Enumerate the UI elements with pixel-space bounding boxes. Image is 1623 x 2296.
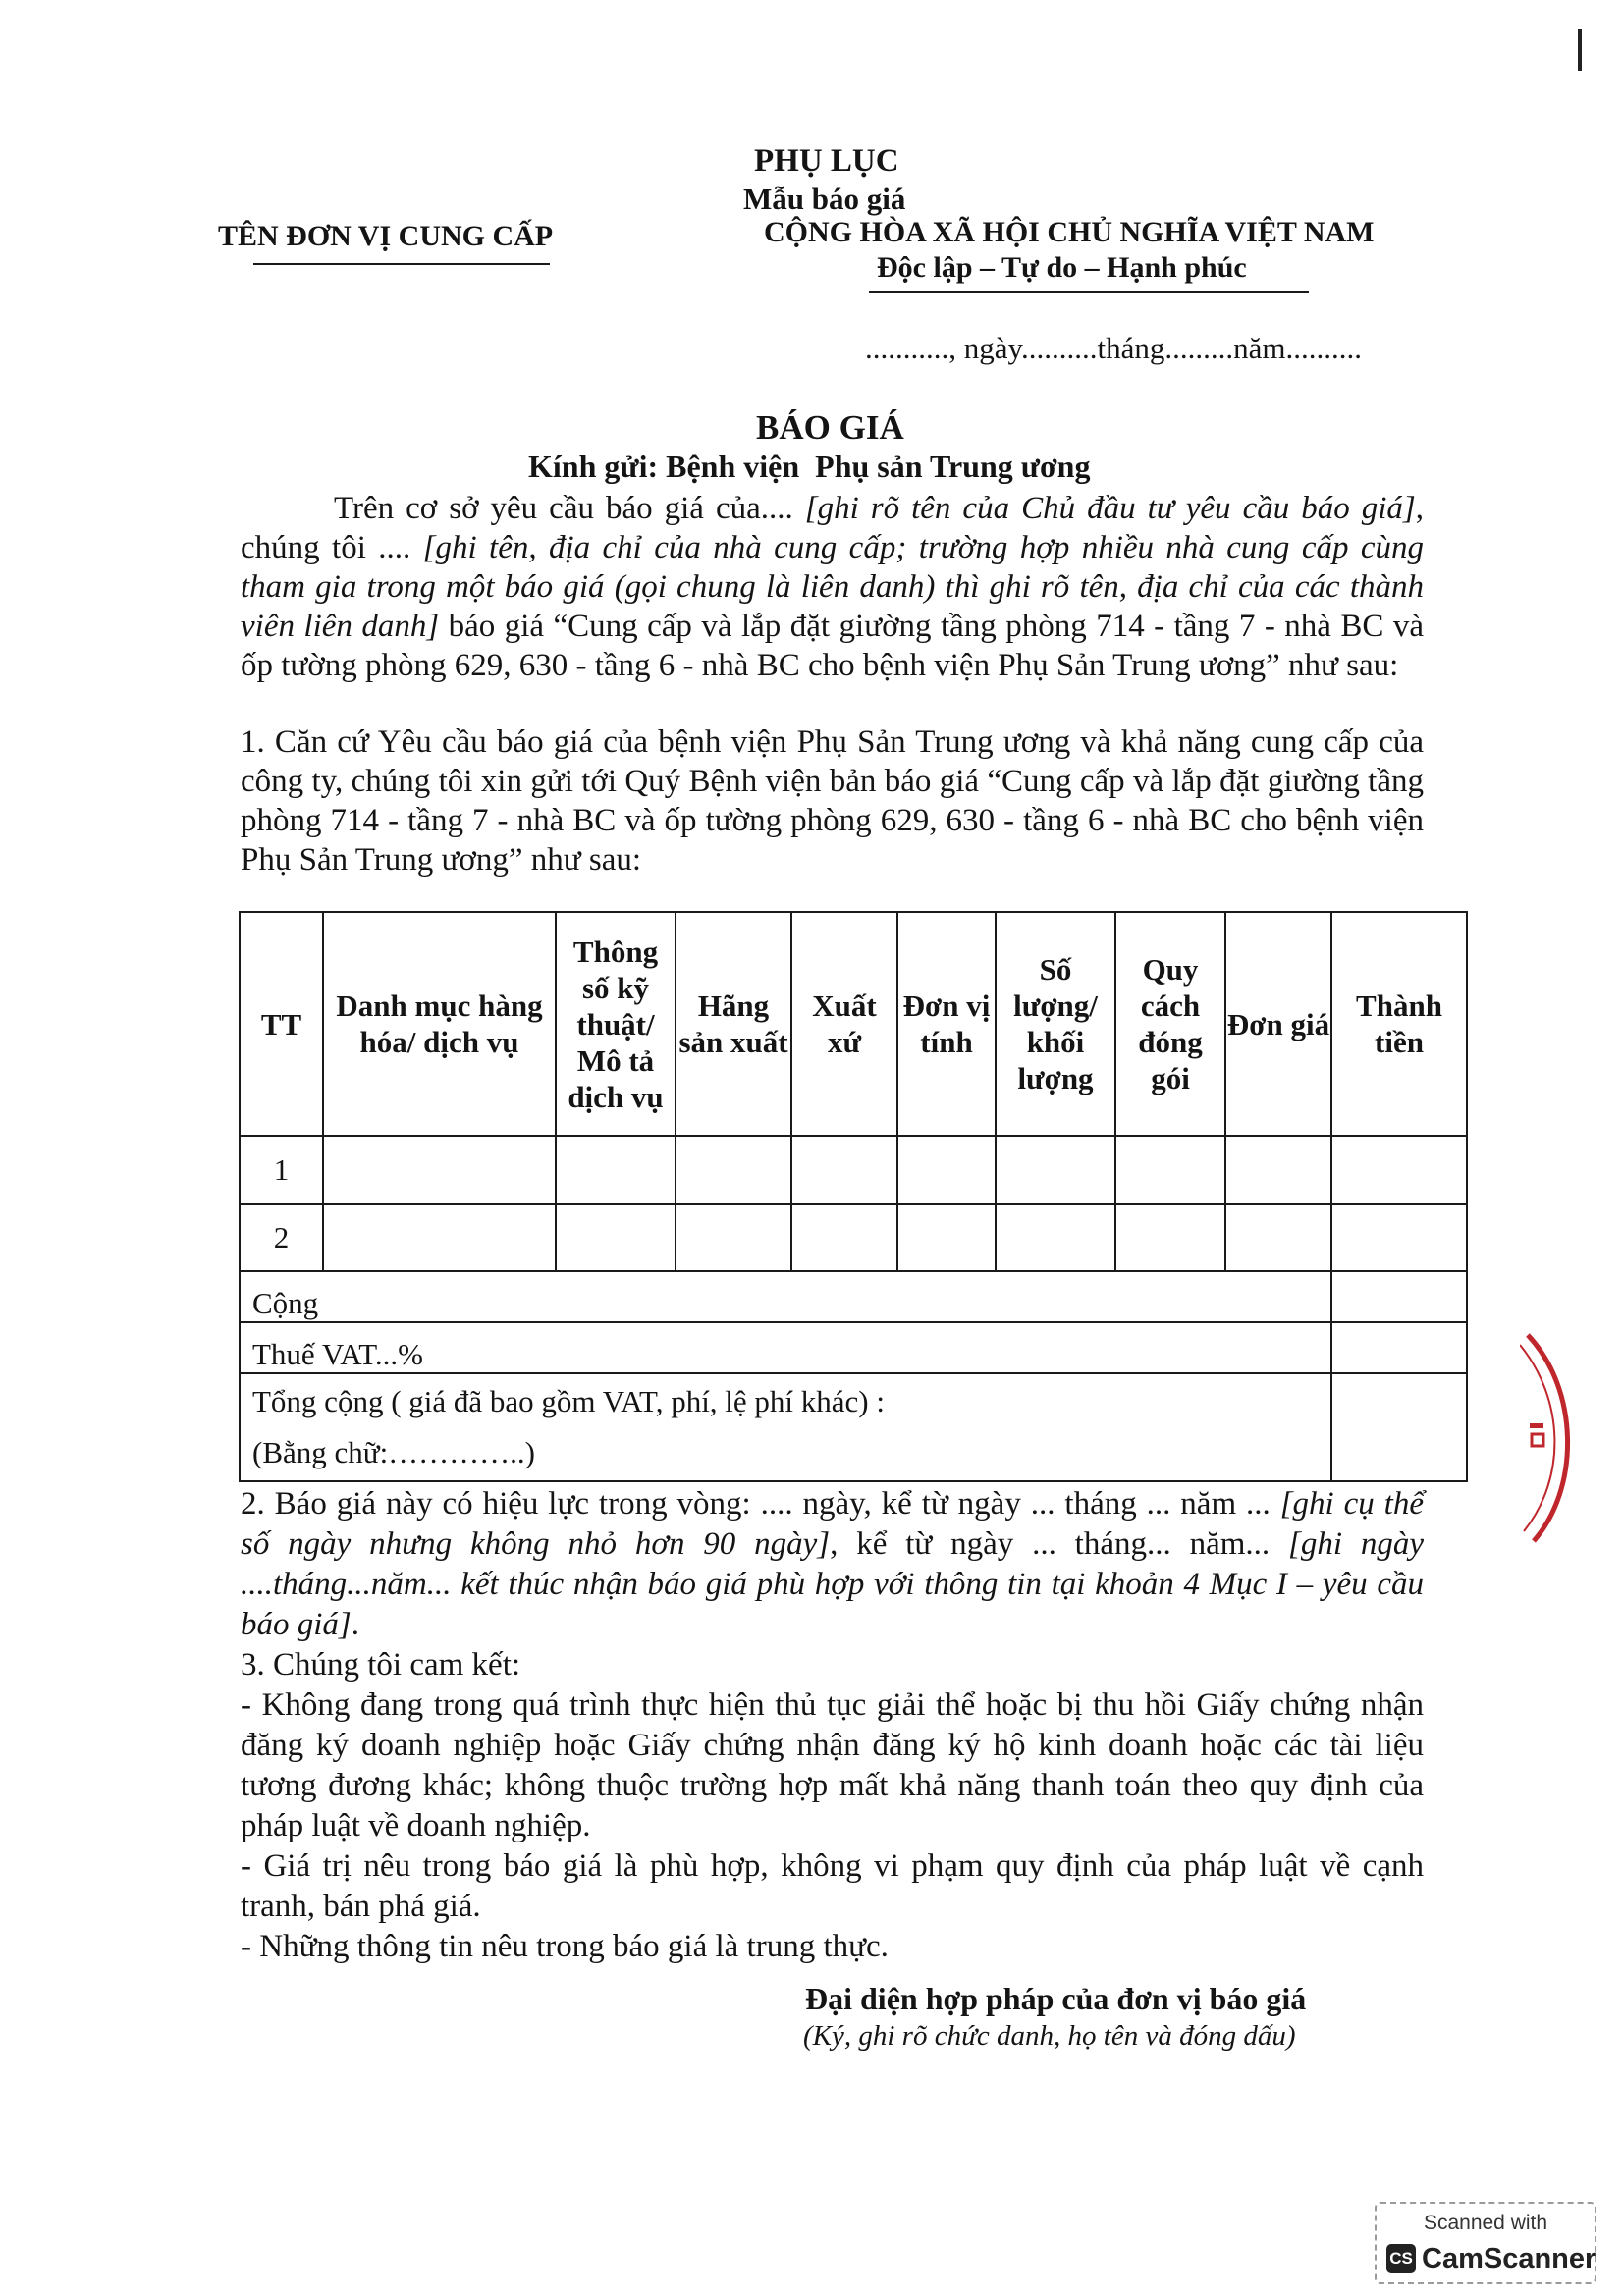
form-title: Mẫu báo giá: [743, 182, 906, 216]
cell-empty: [323, 1204, 556, 1271]
commitment-item-3: - Những thông tin nêu trong báo giá là trung thực.: [241, 1929, 889, 1964]
intro-text-3: báo giá “Cung cấp và lắp đặt giường tầng phòng 714 - tầng 7 - nhà BC và ốp tường phòng 629, 630 - tầng 6 - nhà BC cho bệnh viện Phụ Sản Trung ương” như sau:: [241, 609, 1424, 683]
section-2: [241, 1484, 1424, 1645]
cell-empty: [323, 1136, 556, 1204]
intro-text-1: Trên cơ sở yêu cầu báo giá của....: [334, 491, 805, 526]
section-3: [241, 1645, 1424, 1967]
cell-empty: [897, 1136, 996, 1204]
cell-empty: [1331, 1204, 1467, 1271]
col-header-tt: TT: [240, 912, 323, 1136]
subtotal-amount: [1331, 1271, 1467, 1322]
col-header-unit: Đơn vị tính: [897, 912, 996, 1136]
appendix-heading: PHỤ LỤC: [754, 143, 899, 179]
col-header-quantity: Số lượng/ khối lượng: [996, 912, 1115, 1136]
vat-row: [240, 1322, 1467, 1373]
cell-empty: [996, 1136, 1115, 1204]
vat-label: Thuế VAT...%: [240, 1322, 1331, 1373]
col-header-spec: Thông số kỹ thuật/ Mô tả dịch vụ: [556, 912, 676, 1136]
cell-empty: [676, 1136, 791, 1204]
watermark-caption: Scanned with: [1423, 2212, 1548, 2234]
section-2-text-3: .: [351, 1607, 360, 1642]
cell-empty: [996, 1204, 1115, 1271]
signature-note: (Ký, ghi rõ chức danh, họ tên và đóng dấu): [803, 2020, 1296, 2052]
date-line: ..........., ngày..........tháng.........năm..........: [865, 331, 1362, 365]
grand-total-cell: [240, 1373, 1331, 1481]
col-header-item: Danh mục hàng hóa/ dịch vụ: [323, 912, 556, 1136]
camscanner-logo-icon: CS: [1386, 2244, 1416, 2273]
red-stamp-fragment: [1520, 1330, 1579, 1546]
vat-amount: [1331, 1322, 1467, 1373]
commitment-item-1: - Không đang trong quá trình thực hiện thủ tục giải thể hoặc bị thu hồi Giấy chứng nhận đăng ký doanh nghiệp hoặc Giấy chứng nhận đăng ký hộ kinh doanh hoặc các tài liệu tương đương khác; không thuộc trường hợp mất khả năng thanh toán theo quy định của pháp luật về doanh nghiệp.: [241, 1687, 1424, 1843]
section-1-text: 1. Căn cứ Yêu cầu báo giá của bệnh viện Phụ Sản Trung ương và khả năng cung cấp của công ty, chúng tôi xin gửi tới Quý Bệnh viện bản báo giá “Cung cấp và lắp đặt giường tầng phòng 714 - tầng 7 - nhà BC và ốp tường phòng 629, 630 - tầng 6 - nhà BC cho bệnh viện Phụ Sản Trung ương” như sau:: [241, 724, 1424, 878]
supplier-underline: [253, 263, 550, 265]
cell-empty: [1115, 1204, 1225, 1271]
col-header-manufacturer: Hãng sản xuất: [676, 912, 791, 1136]
grand-total-label: Tổng cộng ( giá đã bao gồm VAT, phí, lệ phí khác) :: [252, 1384, 885, 1418]
section-3-heading: 3. Chúng tôi cam kết:: [241, 1647, 521, 1682]
cell-empty: [1115, 1136, 1225, 1204]
intro-italic-2: [ghi tên, địa chỉ của nhà cung cấp; trường hợp nhiều nhà cung cấp cùng tham gia trong một báo giá (gọi chung là liên danh) thì ghi rõ tên, địa chỉ của các thành viên liên danh]: [241, 530, 1424, 644]
country-name: CỘNG HÒA XÃ HỘI CHỦ NGHĨA VIỆT NAM: [764, 216, 1375, 248]
intro-italic-1: [ghi rõ tên của Chủ đầu tư yêu cầu báo giá]: [804, 491, 1416, 526]
supplier-label: TÊN ĐƠN VỊ CUNG CẤP: [218, 220, 554, 252]
watermark-brand: CamScanner: [1422, 2243, 1596, 2274]
col-header-amount: Thành tiền: [1331, 912, 1467, 1136]
cell-empty: [1225, 1204, 1331, 1271]
cell-empty: [791, 1136, 897, 1204]
cell-empty: [676, 1204, 791, 1271]
table-row: [240, 1204, 1467, 1271]
cell-empty: [556, 1136, 676, 1204]
col-header-unit-price: Đơn giá: [1225, 912, 1331, 1136]
col-header-packing: Quy cách đóng gói: [1115, 912, 1225, 1136]
table-row: [240, 1136, 1467, 1204]
commitment-item-2: - Giá trị nêu trong báo giá là phù hợp, không vi phạm quy định của pháp luật về cạnh tranh, bán phá giá.: [241, 1848, 1424, 1924]
cell-empty: [791, 1204, 897, 1271]
subtotal-row: [240, 1271, 1467, 1322]
quote-table: [239, 911, 1468, 1482]
cell-empty: [1331, 1136, 1467, 1204]
section-2-text-1: 2. Báo giá này có hiệu lực trong vòng: .... ngày, kể từ ngày ... tháng ... năm ...: [241, 1486, 1280, 1522]
grand-total-row: [240, 1373, 1467, 1481]
motto-underline: [869, 291, 1309, 293]
intro-text-2: , chúng tôi ....: [241, 491, 1424, 565]
scan-edge-mark: [1578, 29, 1582, 71]
row-number: 2: [240, 1204, 323, 1271]
section-1: [241, 722, 1424, 880]
national-motto: Độc lập – Tự do – Hạnh phúc: [877, 251, 1247, 284]
grand-total-amount: [1331, 1373, 1467, 1481]
col-header-origin: Xuất xứ: [791, 912, 897, 1136]
intro-paragraph: [241, 489, 1424, 685]
row-number: 1: [240, 1136, 323, 1204]
cell-empty: [1225, 1136, 1331, 1204]
amount-in-words: (Bằng chữ:…………..): [252, 1435, 536, 1469]
cell-empty: [556, 1204, 676, 1271]
section-2-italic-2: [ghi ngày ....tháng...năm... kết thúc nhận báo giá phù hợp với thông tin tại khoản 4 Mục I – yêu cầu báo giá]: [241, 1526, 1424, 1642]
table-header-row: [240, 912, 1467, 1136]
document-title: BÁO GIÁ: [756, 408, 904, 447]
recipient-line: Kính gửi: Bệnh viện Phụ sản Trung ương: [528, 449, 1091, 484]
cell-empty: [897, 1204, 996, 1271]
subtotal-label: Cộng: [240, 1271, 1331, 1322]
section-2-italic-1: [ghi cụ thể số ngày nhưng không nhỏ hơn 90 ngày]: [241, 1486, 1425, 1562]
camscanner-watermark: [1375, 2202, 1596, 2284]
section-2-text-2: , kể từ ngày ... tháng... năm...: [830, 1526, 1288, 1562]
signature-title: Đại diện hợp pháp của đơn vị báo giá: [805, 1981, 1307, 2016]
